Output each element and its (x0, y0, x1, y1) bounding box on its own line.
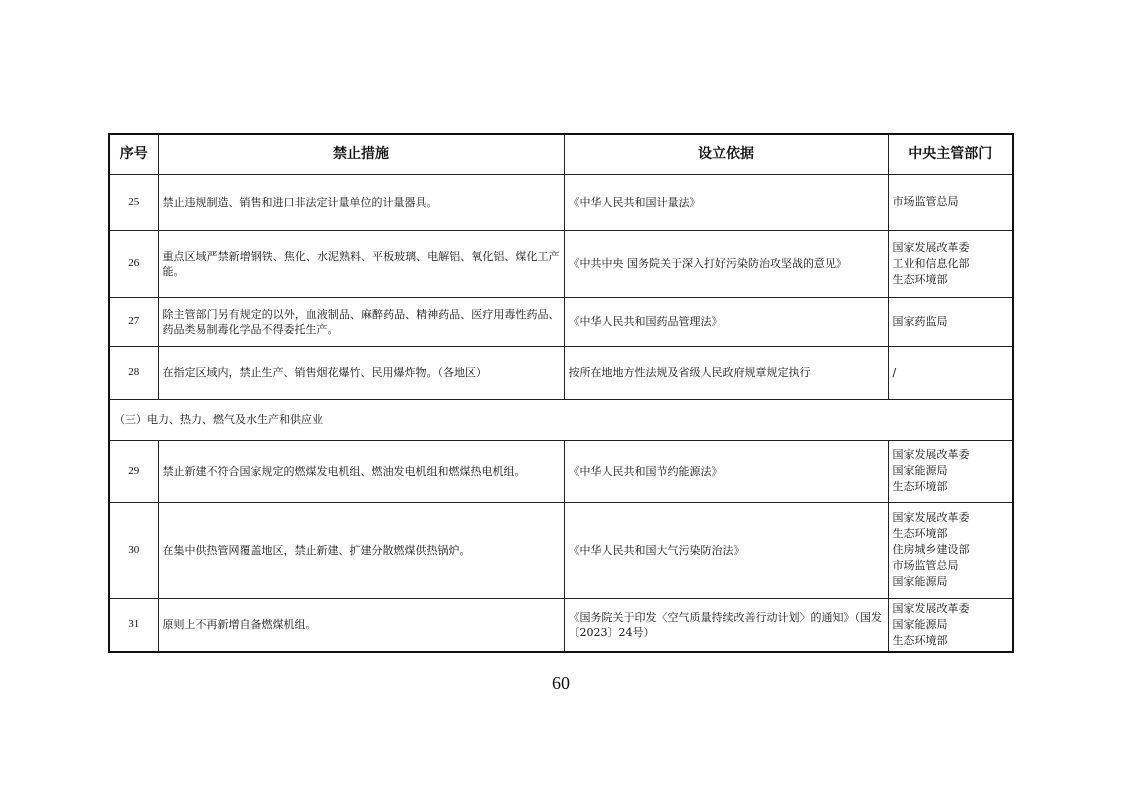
row-basis: 《中华人民共和国药品管理法》 (564, 297, 888, 346)
row-depts (888, 297, 1013, 346)
row-measure: 在集中供热管网覆盖地区，禁止新建、扩建分散燃煤供热锅炉。 (158, 502, 564, 598)
row-depts (888, 230, 1013, 297)
row-seq: 28 (109, 346, 158, 399)
section-heading: （三）电力、热力、燃气及水生产和供应业 (109, 399, 1013, 440)
row-depts (888, 346, 1013, 399)
row-seq: 26 (109, 230, 158, 297)
table-body-b (109, 440, 1013, 652)
dept-name: 市场监管总局 (892, 559, 959, 572)
dept-name: 生态环境部 (892, 527, 948, 540)
table-row (109, 598, 1013, 652)
dept-name: 国家发展改革委 (892, 511, 970, 524)
dept-name: 国家发展改革委 (892, 448, 970, 461)
header-basis: 设立依据 (564, 134, 888, 174)
header-dept: 中央主管部门 (888, 134, 1013, 174)
dept-name: 国家药监局 (892, 314, 948, 328)
row-measure: 在指定区域内，禁止生产、销售烟花爆竹、民用爆炸物。（各地区） (158, 346, 564, 399)
table-row (109, 230, 1013, 297)
table-header-row (109, 134, 1013, 174)
table-body-a (109, 174, 1013, 399)
dept-name: 生态环境部 (892, 633, 948, 647)
dept-name: 住房城乡建设部 (892, 543, 970, 556)
dept-name: 国家能源局 (892, 617, 948, 631)
table-row (109, 297, 1013, 346)
row-basis: 按所在地地方性法规及省级人民政府规章规定执行 (564, 346, 888, 399)
row-depts (888, 598, 1013, 652)
section-row (109, 399, 1013, 440)
row-depts (888, 502, 1013, 598)
row-seq: 30 (109, 502, 158, 598)
header-seq: 序号 (109, 134, 158, 174)
section-body (109, 399, 1013, 440)
dept-name: 生态环境部 (892, 272, 948, 286)
table-row (109, 346, 1013, 399)
page-number: 60 (552, 673, 570, 693)
table-row (109, 502, 1013, 598)
dept-name: 市场监管总局 (892, 195, 959, 208)
row-measure: 原则上不再新增自备燃煤机组。 (158, 598, 564, 652)
dept-name: 工业和信息化部 (892, 256, 970, 270)
dept-name: 国家能源局 (892, 464, 948, 477)
row-measure: 重点区域严禁新增钢铁、焦化、水泥熟料、平板玻璃、电解铝、氧化铝、煤化工产能。 (158, 230, 564, 297)
header-measure: 禁止措施 (158, 134, 564, 174)
row-seq: 27 (109, 297, 158, 346)
row-basis: 《中华人民共和国节约能源法》 (564, 440, 888, 502)
row-measure: 禁止违规制造、销售和进口非法定计量单位的计量器具。 (158, 174, 564, 230)
row-basis: 《中华人民共和国大气污染防治法》 (564, 502, 888, 598)
row-depts (888, 174, 1013, 230)
dept-name: / (892, 365, 897, 379)
row-basis: 《国务院关于印发〈空气质量持续改善行动计划〉的通知》（国发〔2023〕24号） (564, 598, 888, 652)
dept-name: 国家发展改革委 (892, 240, 970, 254)
dept-name: 国家能源局 (892, 575, 948, 588)
row-seq: 25 (109, 174, 158, 230)
dept-name: 生态环境部 (892, 480, 948, 493)
table-row (109, 440, 1013, 502)
row-basis: 《中华人民共和国计量法》 (564, 174, 888, 230)
prohibition-table (108, 133, 1014, 653)
row-measure: 除主管部门另有规定的以外，血液制品、麻醉药品、精神药品、医疗用毒性药品、药品类易制毒化学品不得委托生产。 (158, 297, 564, 346)
table-row (109, 174, 1013, 230)
row-seq: 31 (109, 598, 158, 652)
row-basis: 《中共中央 国务院关于深入打好污染防治攻坚战的意见》 (564, 230, 888, 297)
row-seq: 29 (109, 440, 158, 502)
row-depts (888, 440, 1013, 502)
row-measure: 禁止新建不符合国家规定的燃煤发电机组、燃油发电机组和燃煤热电机组。 (158, 440, 564, 502)
dept-name: 国家发展改革委 (892, 601, 970, 615)
